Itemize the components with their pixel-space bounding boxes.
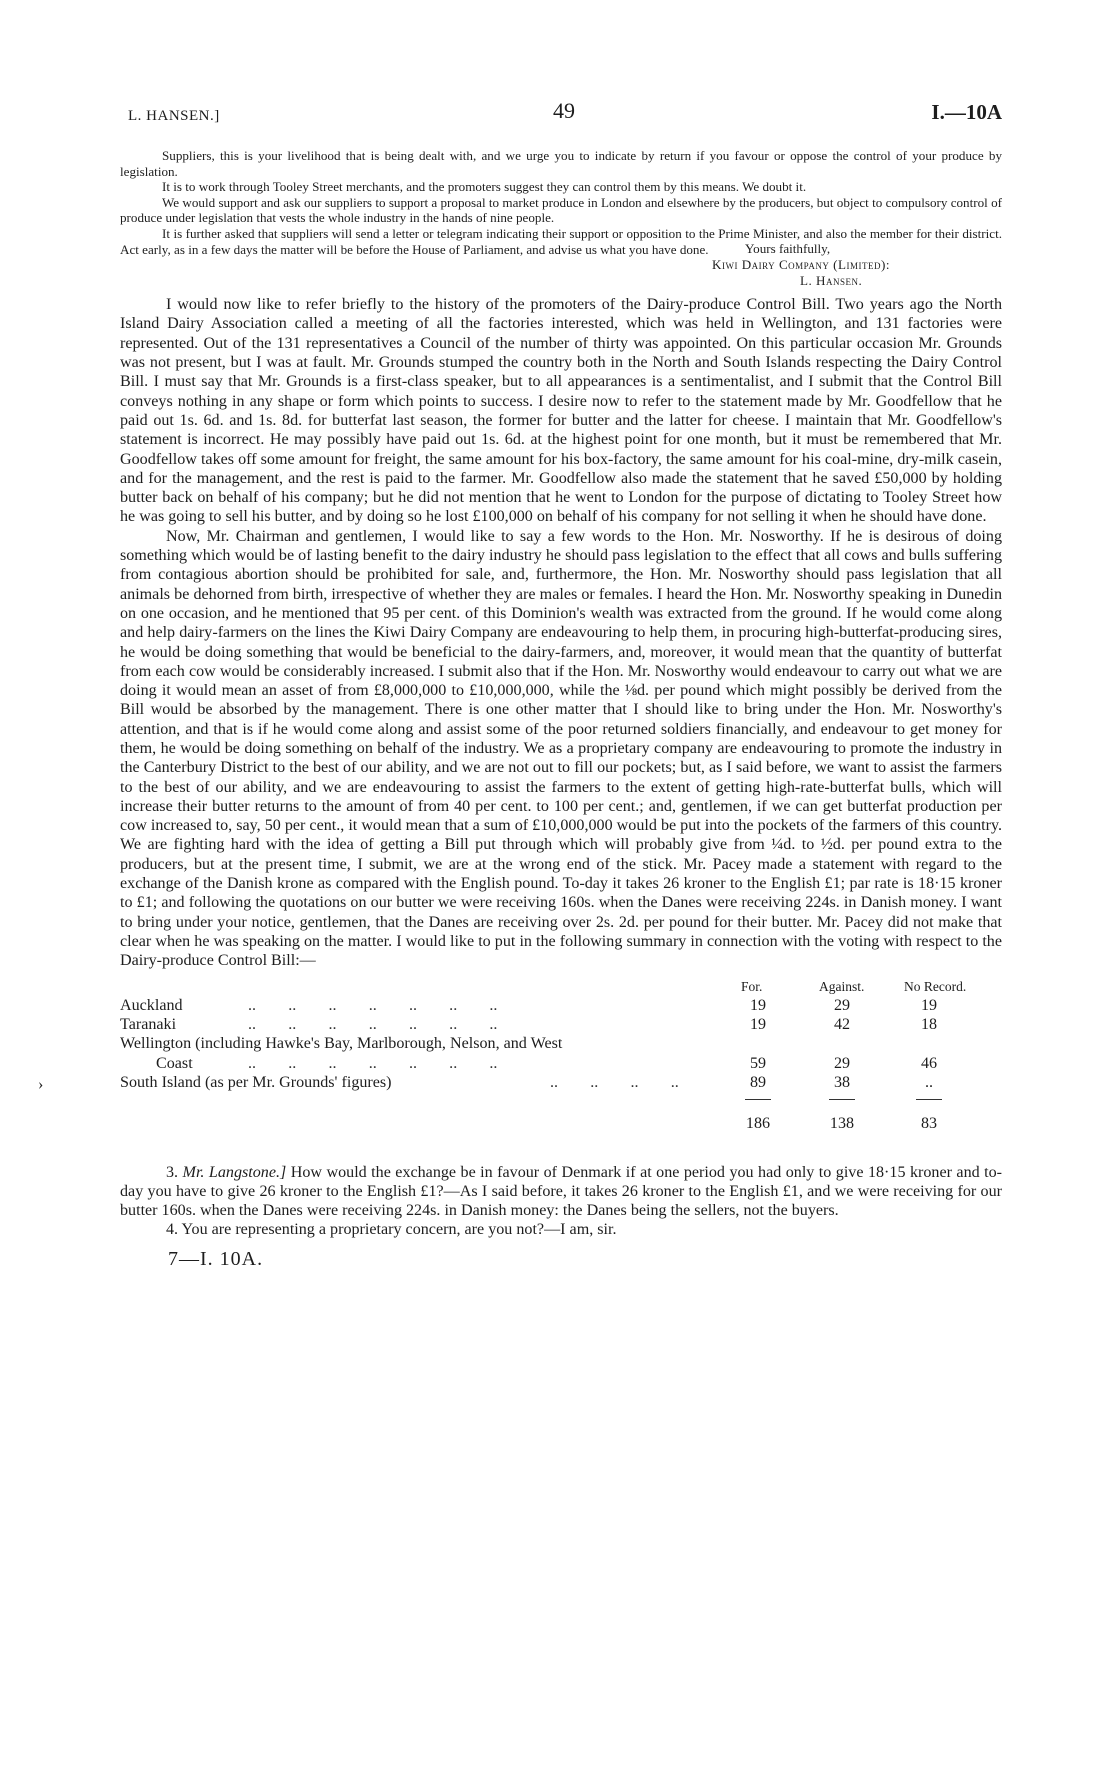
letter-closing: Yours faithfully,	[745, 241, 831, 257]
cell-against: 42	[833, 1015, 851, 1033]
margin-mark: ›	[38, 1076, 44, 1093]
row-label: Wellington (including Hawke's Bay, Marlborough, Nelson, and West	[120, 1034, 563, 1052]
letter-signatory: L. Hansen.	[800, 273, 863, 289]
letter-paragraph: It is further asked that suppliers will send a letter or telegram indicating their support or opposition to the Prime Minister, and also the member for their district. Act early, as in a few days the matter will be before the House of Parliament, and advise us what you have done.	[120, 225, 1002, 257]
questions-answers	[120, 1163, 1002, 1240]
cell-against: 38	[833, 1073, 851, 1091]
letter-paragraph: Suppliers, this is your livelihood that is being dealt with, and we urge you to indicate by return if you favour or oppose the control of your produce by legislation.	[120, 148, 1002, 179]
cell-for: 19	[749, 1015, 767, 1033]
cell-no-record: 19	[920, 996, 938, 1014]
letter-paragraph: It is to work through Tooley Street merchants, and the promoters suggest they can control them by this means. We doubt it.	[162, 179, 807, 195]
column-header-no-record: No Record.	[904, 978, 967, 994]
leader-dots: .. .. .. ..	[550, 1073, 679, 1091]
question-number: 3.	[166, 1163, 179, 1181]
quoted-letter	[120, 148, 1002, 257]
table-row	[120, 1055, 1002, 1075]
body-paragraph: I would now like to refer briefly to the history of the promoters of the Dairy-produce Control Bill. Two years ago the North Island Dairy Association called a meeting of all the factories interested, which was held in Wellington, and 131 factories were represented. Out of the 131 representatives a Council of the number of thirty was appointed. On this particular occasion Mr. Grounds was not present, but I was at fault. Mr. Grounds stumped the country both in the North and South Islands respecting the Dairy Control Bill. I must say that Mr. Grounds is a first-class speaker, but to all appearances is a sentimentalist, and I submit that the Control Bill conveys nothing in any shape or form which points to success. I desire now to refer to the statement made by Mr. Goodfellow that he paid out 1s. 6d. and 1s. 8d. for butterfat last season, the former for butter and the latter for cheese. I maintain that Mr. Goodfellow's statement is incorrect. He may possibly have paid out 1s. 6d. at the highest point for one month, but it must be remembered that Mr. Goodfellow takes off some amount for freight, the same amount for his box-factory, the same amount for his coal-mine, dry-milk casein, and for the management, and the rest is paid to the farmer. Mr. Goodfellow also made the statement that he saved £50,000 by holding butter back on behalf of his company; but he did not mention that he went to London for the purpose of dictating to Tooley Street how he was going to sell his butter, and by doing so he lost £100,000 on behalf of his company for not selling it when he should have done.	[120, 296, 1002, 526]
row-label-continuation: Coast	[156, 1054, 193, 1072]
qa-text: You are representing a proprietary concern, are you not?—I am, sir.	[181, 1221, 617, 1239]
total-rule	[916, 1099, 942, 1100]
table-row	[120, 1016, 1002, 1036]
row-label: Auckland	[120, 996, 183, 1014]
totals-row	[120, 1115, 1002, 1135]
questioner: Mr. Langstone.]	[182, 1163, 287, 1181]
paper-reference: I.—10A	[931, 100, 1002, 124]
cell-against: 29	[833, 1054, 851, 1072]
page-header	[120, 96, 1002, 136]
total-rule	[829, 1099, 855, 1100]
body-paragraph: Now, Mr. Chairman and gentlemen, I would like to say a few words to the Hon. Mr. Nosworthy. If he is desirous of doing something which would be of lasting benefit to the dairy industry he should pass legislation to the effect that all cows and bulls suffering from contagious abortion should be prohibited for sale, and, furthermore, the Hon. Mr. Nosworthy should pass legislation that all animals be dehorned from birth, irrespective of whether they are males or females. I heard the Hon. Mr. Nosworthy speaking in Dunedin on one occasion, and he mentioned that 95 per cent. of this Dominion's wealth was extracted from the ground. If he would come along and help dairy-farmers on the lines the Kiwi Dairy Company are endeavouring to help them, in procuring high-butterfat-producing sires, he would be doing something that would be beneficial to the dairy-farmers, and, moreover, it would mean that the quantity of butterfat from each cow would be considerably increased. I submit also that if the Hon. Mr. Nosworthy would endeavour to carry out what we are doing it would mean an asset of from £8,000,000 to £10,000,000, while the ⅛d. per pound which might possibly be derived from the Bill would be absorbed by the management. There is one other matter that I should like to bring under the Hon. Mr. Nosworthy's attention, and that is if he would come along and assist some of the poor returned soldiers financially, and endeavour to get money for them, he would be doing something on behalf of the industry. We as a proprietary company are endeavouring to promote the industry in the Canterbury District to the best of our ability, and we are not out to fill our pockets; but, as I said before, we want to assist the farmers to the best of our ability, and we are endeavouring to assist the farmers to the extent of getting high-rate-butterfat bulls, which will increase their butter returns to the amount of from 40 per cent. to 100 per cent.; and, gentlemen, if we can get butterfat production per cow increased to, say, 50 per cent., it would mean that a sum of £10,000,000 would be put into the pockets of the farmers of this country. We are fighting hard with the idea of getting a Bill put through which will probably give from ¼d. to ½d. per pound extra to the producers, but at the present time, I submit, we are at the wrong end of the stick. Mr. Pacey made a statement with regard to the exchange of the Danish krone as compared with the English pound. To-day it takes 26 kroner to the English £1; par rate is 18·15 kroner to £1; and following the quotations on our butter we were receiving 160s. when the Danes were receiving 224s. in Danish money. I want to bring under your notice, gentlemen, that the Danes are receiving over 2s. 2d. per pound for their butter. Mr. Pacey did not make that clear when he was speaking on the matter. I would like to put in the following summary in connection with the voting with respect to the Dairy-produce Control Bill:—	[120, 527, 1002, 970]
cell-no-record: 18	[920, 1015, 938, 1033]
document-page	[120, 96, 1002, 1271]
total-for: 186	[745, 1114, 771, 1132]
cell-no-record: ..	[924, 1073, 934, 1091]
leader-dots: .. .. .. .. .. .. ..	[248, 1054, 498, 1072]
cell-no-record: 46	[920, 1054, 938, 1072]
table-row	[120, 1035, 1002, 1055]
cell-for: 59	[749, 1054, 767, 1072]
row-label: South Island (as per Mr. Grounds' figures)	[120, 1073, 392, 1091]
page-number: 49	[553, 98, 575, 123]
qa-item	[120, 1220, 1002, 1239]
qa-item	[120, 1163, 1002, 1221]
letter-paragraph: We would support and ask our suppliers to support a proposal to market produce in London and elsewhere by the producers, but object to compulsory control of produce under legislation that vests the whole industry in the hands of nine people.	[120, 194, 1002, 226]
table-row	[120, 1074, 1002, 1094]
total-no-record: 83	[920, 1114, 938, 1132]
total-against: 138	[829, 1114, 855, 1132]
cell-for: 19	[749, 996, 767, 1014]
leader-dots: .. .. .. .. .. .. ..	[248, 1015, 498, 1033]
header-author: L. HANSEN.]	[128, 108, 220, 124]
leader-dots: .. .. .. .. .. .. ..	[248, 996, 498, 1014]
column-header-against: Against.	[819, 978, 865, 994]
total-rule	[745, 1099, 771, 1100]
table-row	[120, 997, 1002, 1017]
cell-against: 29	[833, 996, 851, 1014]
testimony-body	[120, 295, 1002, 970]
letter-company: Kiwi Dairy Company (Limited):	[712, 257, 890, 273]
voting-summary-table	[120, 979, 1002, 1157]
signature-mark: 7—I. 10A.	[168, 1247, 264, 1270]
cell-for: 89	[749, 1073, 767, 1091]
question-number: 4.	[166, 1221, 179, 1239]
row-label: Taranaki	[120, 1015, 177, 1033]
column-header-for: For.	[741, 978, 763, 994]
qa-text: How would the exchange be in favour of Denmark if at one period you had only to give 18·15 kroner and to-day you have to give 26 kroner to the English £1?—As I said before, it takes 26 kroner to the English £1, and we were receiving for our butter 160s. when the Danes were receiving 224s. in Danish money: the Danes being the sellers, not the buyers.	[120, 1163, 1002, 1220]
